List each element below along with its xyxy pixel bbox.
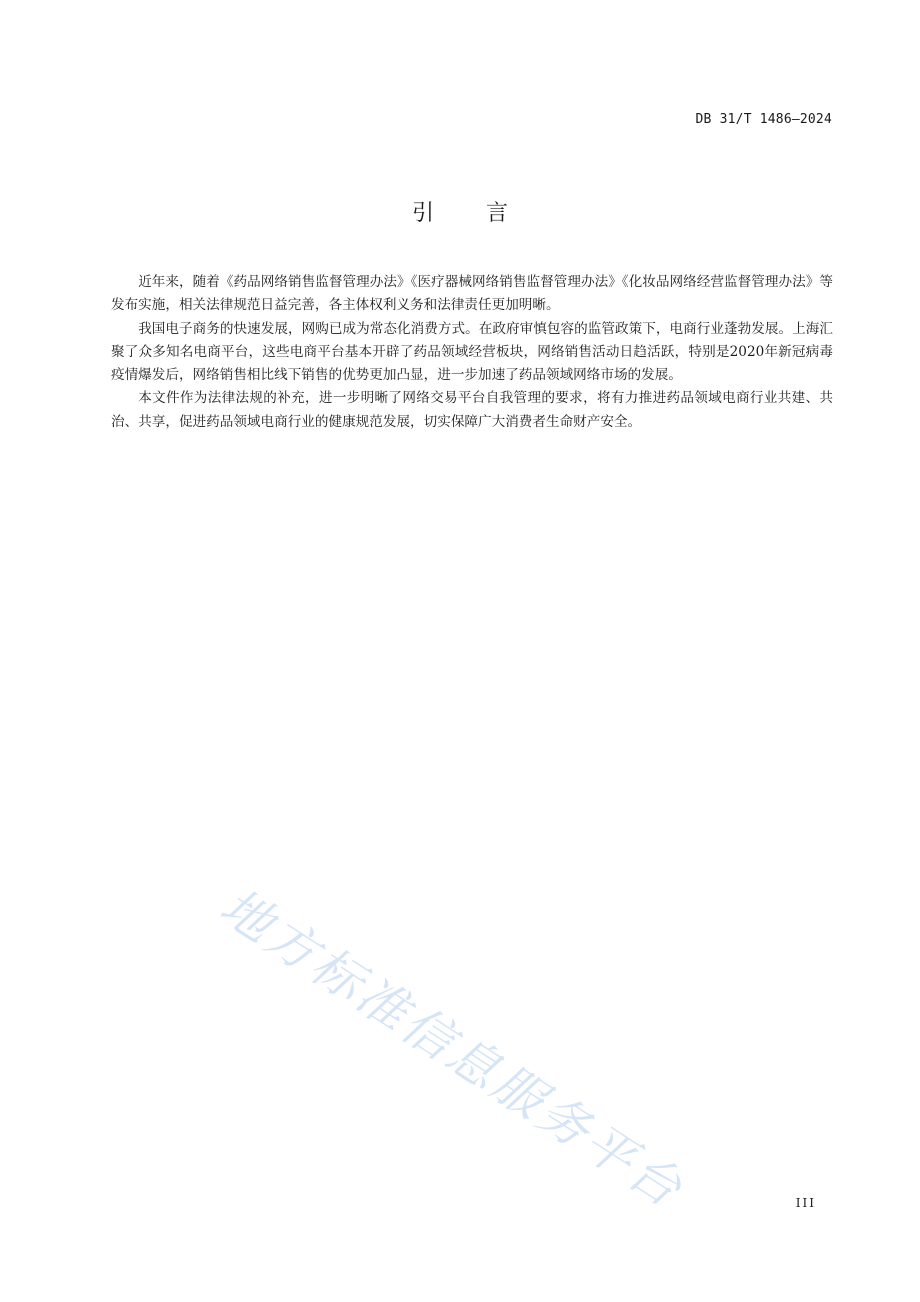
section-title: 引言 xyxy=(411,201,560,226)
paragraph-1: 近年来，随着《药品网络销售监督管理办法》《医疗器械网络销售监督管理办法》《化妆品网络经营监督管理办法》等发布实施，相关法律规范日益完善，各主体权利义务和法律责任更加明晰。 xyxy=(111,274,833,314)
watermark: 地方标准信息服务平台 xyxy=(210,877,695,1220)
document-code: DB 31/T 1486—2024 xyxy=(695,112,832,127)
paragraph-3: 本文件作为法律法规的补充，进一步明晰了网络交易平台自我管理的要求，将有力推进药品领域电商行业共建、共治、共享，促进药品领域电商行业的健康规范发展，切实保障广大消费者生命财产安全。 xyxy=(111,390,833,430)
paragraph-2: 我国电子商务的快速发展，网购已成为常态化消费方式。在政府审慎包容的监管政策下，电商行业蓬勃发展。上海汇聚了众多知名电商平台，这些电商平台基本开辟了药品领域经营板块，网络销售活动日趋活跃，特别是2020年新冠病毒疫情爆发后，网络销售相比线下销售的优势更加凸显，进一步加速了药品领域网络市场的发展。 xyxy=(111,320,833,384)
body-text xyxy=(111,271,833,434)
page-number: III xyxy=(795,1196,816,1210)
